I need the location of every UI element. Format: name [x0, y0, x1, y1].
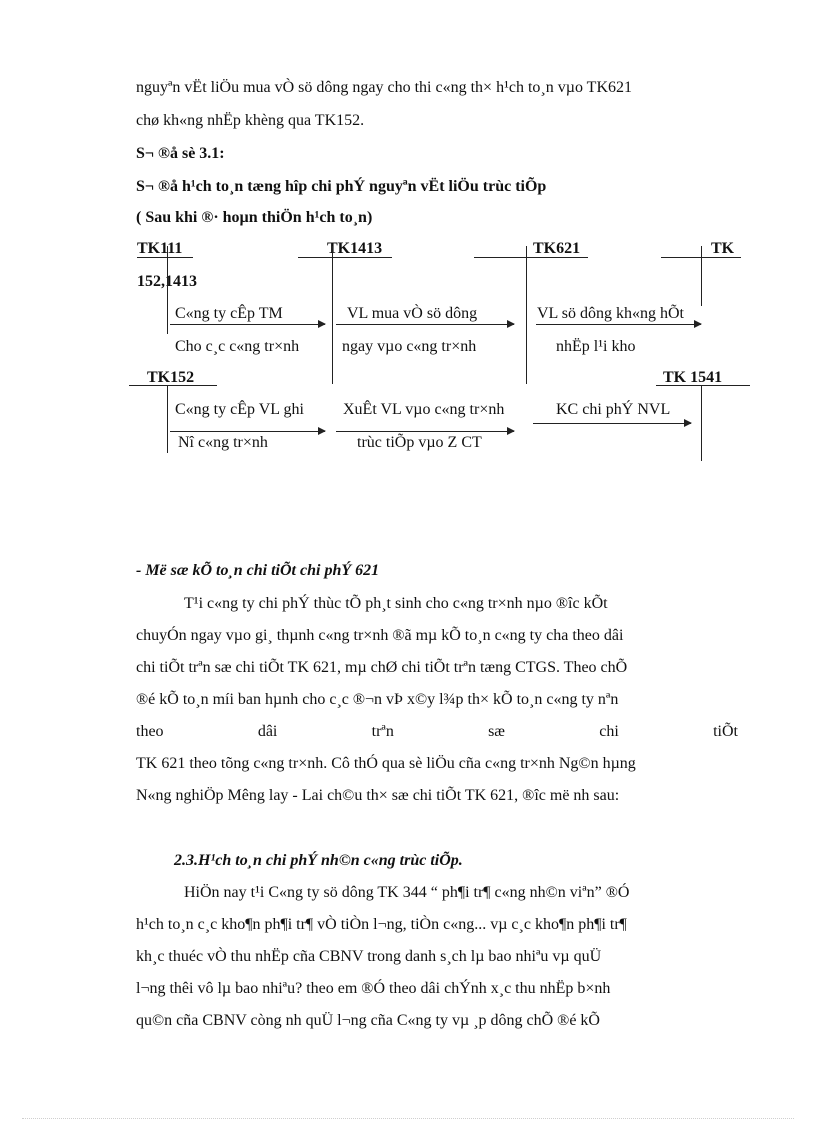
section1-line-1: T¹i c«ng ty chi phÝ thùc tÕ ph¸t sinh cho c«ng tr×nh nµo ®îc kÕt	[184, 595, 608, 612]
section2-line-2: h¹ch to¸n c¸c kho¶n ph¶i tr¶ vÒ tiÒn l¬ng, tiÒn c«ng... vµ c¸c kho¶n ph¶i tr¶	[136, 916, 627, 933]
arrow-tk621-to-tk152	[536, 324, 701, 325]
label-direct-cost: trùc tiÕp vµo Z CT	[357, 434, 482, 451]
word: theo	[136, 723, 164, 740]
tk152-horizontal-line	[129, 385, 217, 386]
label-transfer-cost: KC chi phÝ NVL	[556, 401, 671, 418]
figure-subtitle: ( Sau khi ®· hoµn thiÖn h¹ch to¸n)	[136, 209, 373, 226]
arrow-tk621-to-tk1541	[533, 423, 691, 424]
tk1413-horizontal-line	[298, 257, 392, 258]
arrow-tk111-to-tk1413	[170, 324, 325, 325]
page-bottom-border	[22, 1118, 794, 1119]
tk152-1413-vertical-line	[701, 246, 702, 306]
figure-title: S¬ ®å h¹ch to¸n tæng hîp chi phÝ nguyªn vËt liÖu trùc tiÕp	[136, 178, 547, 195]
tk1413-vertical-line	[332, 246, 333, 384]
label-unused-materials: VL sö dông kh«ng hÕt	[537, 305, 684, 322]
word: trªn	[371, 723, 394, 740]
tk111-horizontal-line	[137, 257, 193, 258]
label-returned-to-stock: nhËp l¹i kho	[556, 338, 636, 355]
tk152-vertical-line	[167, 385, 168, 453]
arrow-tk152-to-tk1413	[170, 431, 325, 432]
section1-line-6: TK 621 theo tõng c«ng tr×nh. Cô thÓ qua sè liÖu cña c«ng tr×nh Ng©n hµng	[136, 755, 636, 772]
label-issue-materials: XuÊt VL vµo c«ng tr×nh	[343, 401, 505, 418]
label-company-materials: C«ng ty cÊp VL ghi	[175, 401, 304, 418]
word: tiÕt	[713, 723, 738, 740]
section1-line-4: ®é kÕ to¸n míi ban hµnh cho c¸c ®¬n vÞ x©y l¾p th× kÕ to¸n c«ng ty nªn	[136, 691, 619, 708]
tk621-vertical-line	[526, 246, 527, 384]
section1-line-2: chuyÓn ngay vµo gi¸ thµnh c«ng tr×nh ®ã mµ kÕ to¸n c«ng ty cha theo dâi	[136, 627, 624, 644]
section1-line-7: N«ng nghiÖp Mêng lay - Lai ch©u th× sæ chi tiÕt TK 621, ®îc më nh sau:	[136, 787, 620, 804]
account-tk152-1413: 152,1413	[137, 273, 197, 290]
intro-line-2: chø kh«ng nhËp khèng qua TK152.	[136, 112, 365, 129]
word: sæ	[488, 723, 505, 740]
account-tk621: TK621	[533, 240, 581, 257]
account-tk1541: TK 1541	[663, 369, 723, 386]
word: chi	[599, 723, 619, 740]
account-tk1413: TK1413	[327, 240, 383, 257]
label-for-projects: Cho c¸c c«ng tr×nh	[175, 338, 300, 355]
account-tk111: TK111	[137, 240, 183, 257]
section2-line-3: kh¸c thuéc vÒ thu nhËp cña CBNV trong danh s¸ch lµ bao nhiªu vµ quÜ	[136, 948, 602, 965]
section2-line-5: qu©n cña CBNV còng nh quÜ l¬ng cña C«ng ty vµ ¸p dông chÕ ®é kÕ	[136, 1012, 600, 1029]
label-debit-project: Nî c«ng tr×nh	[178, 434, 268, 451]
section1-heading: - Më sæ kÕ to¸n chi tiÕt chi phÝ 621	[136, 562, 380, 579]
figure-number: S¬ ®å sè 3.1:	[136, 145, 225, 162]
section1-line-3: chi tiÕt trªn sæ chi tiÕt TK 621, mµ chØ chi tiÕt trªn tæng CTGS. Theo chÕ	[136, 659, 628, 676]
account-tk152: TK152	[147, 369, 195, 386]
tk111-vertical-line	[167, 246, 168, 334]
label-company-cash: C«ng ty cÊp TM	[175, 305, 283, 322]
section1-line-5	[136, 722, 738, 742]
account-tk-continued: TK	[711, 240, 735, 257]
label-materials-bought: VL mua vÒ sö dông	[347, 305, 478, 322]
intro-line-1: nguyªn vËt liÖu mua vÒ sö dông ngay cho thi c«ng th× h¹ch to¸n vµo TK621	[136, 79, 632, 96]
label-used-in-project: ngay vµo c«ng tr×nh	[342, 338, 477, 355]
arrow-tk1413-to-tk621-materials	[336, 431, 514, 432]
section2-line-1: HiÖn nay t¹i C«ng ty sö dông TK 344 “ ph¶i tr¶ c«ng nh©n viªn” ®Ó	[184, 884, 630, 901]
section2-heading: 2.3.H¹ch to¸n chi phÝ nh©n c«ng trùc tiÕp.	[174, 852, 463, 869]
tk621-horizontal-line	[474, 257, 588, 258]
tk1541-vertical-line	[701, 385, 702, 461]
word: dâi	[257, 723, 278, 740]
section2-line-4: l¬ng thêi vô lµ bao nhiªu? theo em ®Ó theo dâi chÝnh x¸c thu nhËp b×nh	[136, 980, 611, 997]
arrow-tk1413-to-tk621	[336, 324, 514, 325]
tk1541-horizontal-line	[656, 385, 750, 386]
